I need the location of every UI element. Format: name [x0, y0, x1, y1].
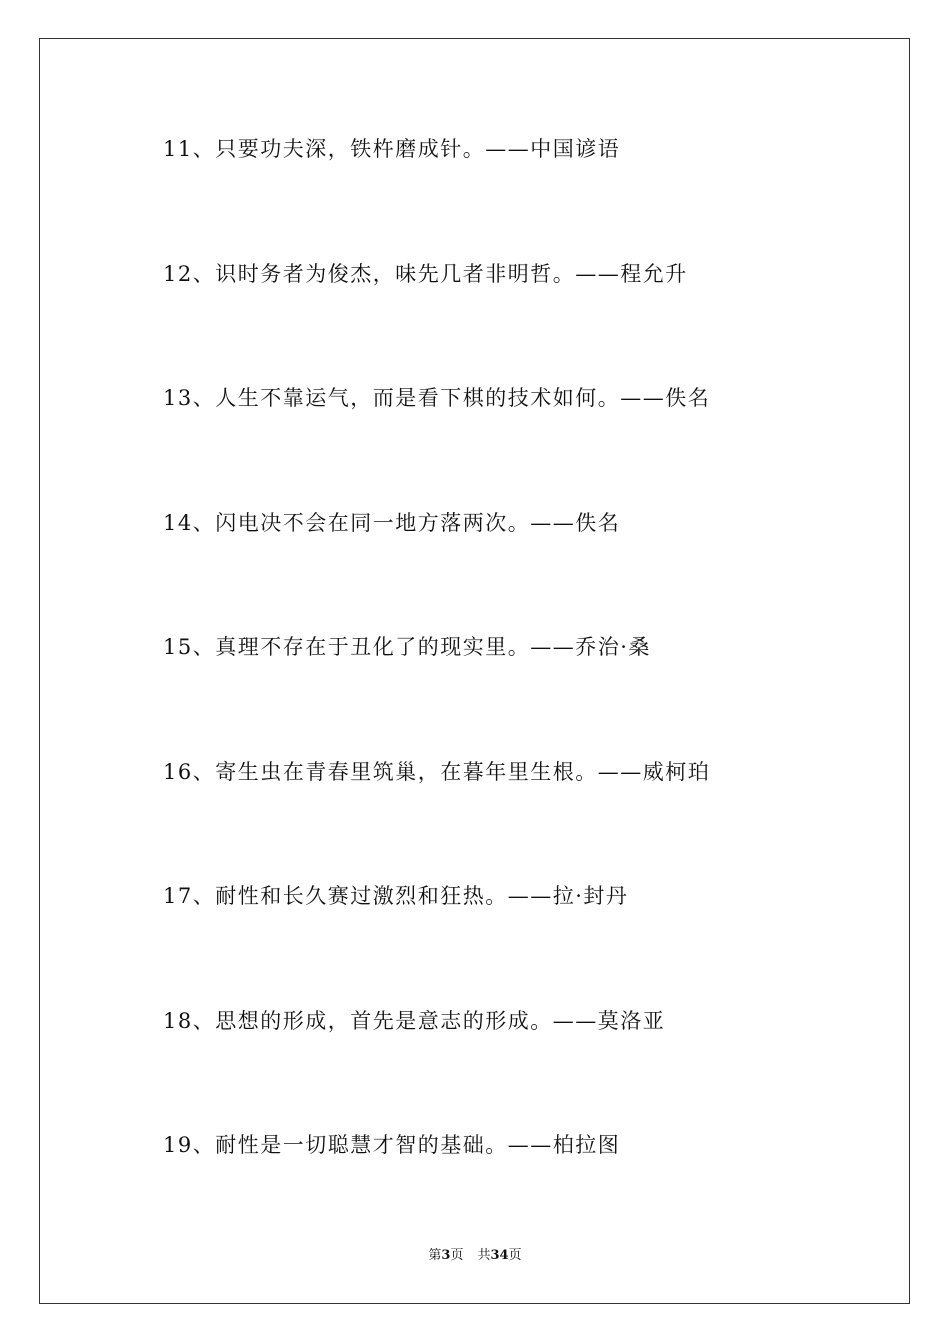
total-prefix: 共: [477, 1248, 491, 1263]
page-suffix: 页: [450, 1248, 464, 1263]
page-number: 3: [441, 1248, 451, 1263]
quote-line: 19、耐性是一切聪慧才智的基础。——柏拉图: [163, 1133, 621, 1157]
page-prefix: 第: [428, 1248, 442, 1263]
quote-line: 11、只要功夫深，铁杵磨成针。——中国谚语: [163, 137, 621, 161]
page-frame: [39, 38, 910, 1304]
quote-line: 17、耐性和长久赛过激烈和狂热。——拉·封丹: [163, 884, 629, 908]
quote-line: 13、人生不靠运气，而是看下棋的技术如何。——佚名: [163, 386, 711, 410]
total-suffix: 页: [508, 1248, 522, 1263]
quote-line: 18、思想的形成，首先是意志的形成。——莫洛亚: [163, 1009, 666, 1033]
total-pages: 34: [490, 1248, 509, 1263]
quote-line: 14、闪电决不会在同一地方落两次。——佚名: [163, 511, 621, 535]
quote-line: 12、识时务者为俊杰，味先几者非明哲。——程允升: [163, 262, 688, 286]
page-footer: [0, 1246, 950, 1266]
quote-line: 15、真理不存在于丑化了的现实里。——乔治·桑: [163, 635, 651, 659]
quote-line: 16、寄生虫在青春里筑巢，在暮年里生根。——威柯珀: [163, 760, 711, 784]
